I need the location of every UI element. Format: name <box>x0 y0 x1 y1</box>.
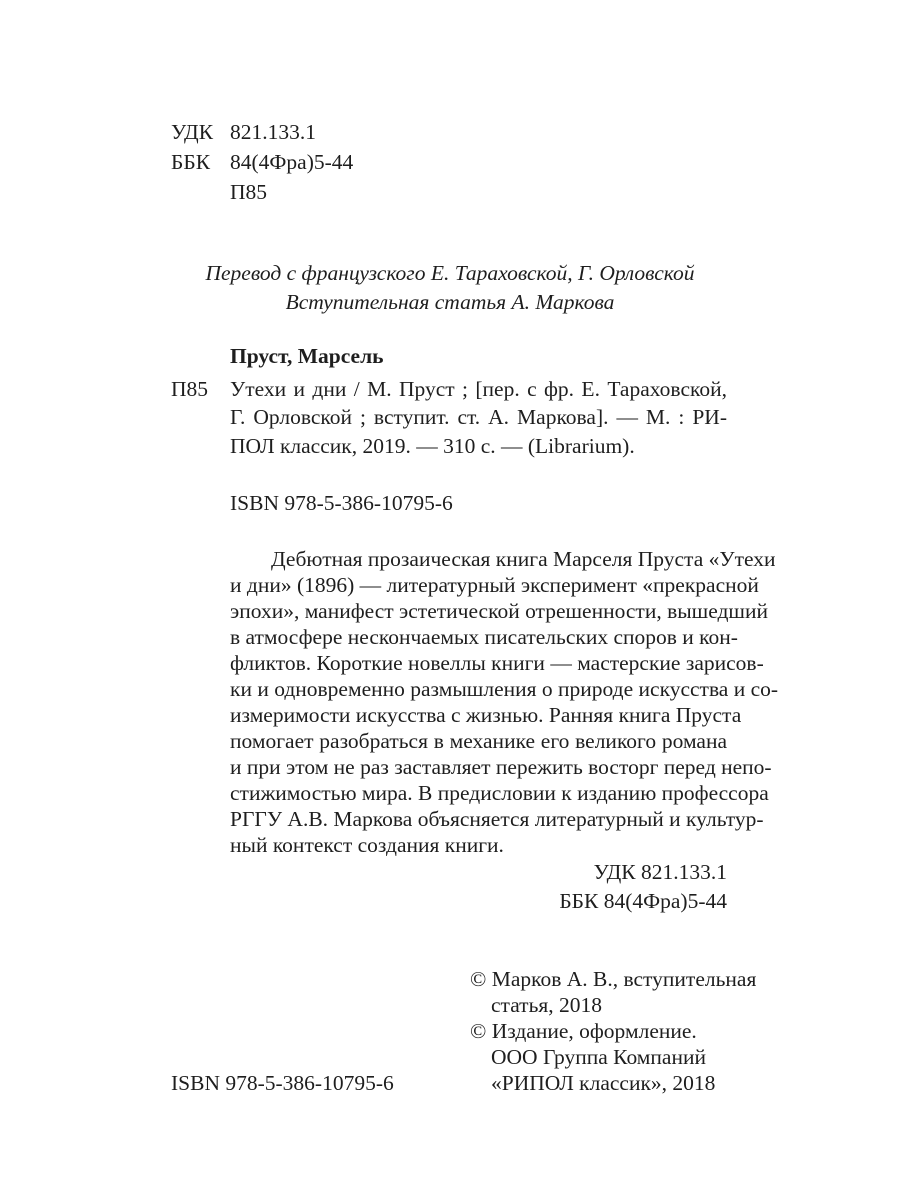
annotation-line: в атмосфере нескончаемых писательских споров и кон- <box>230 625 738 649</box>
translation-credit: Перевод с французского Е. Тараховской, Г. Орловской <box>205 261 695 285</box>
annotation-line: стижимостью мира. В предисловии к изданию профессора <box>230 781 769 805</box>
annotation-line: ки и одновременно размышления о природе искусства и со- <box>230 677 779 701</box>
annotation-line: эпохи», манифест эстетической отрешенности, вышедший <box>230 599 768 623</box>
udk-value: 821.133.1 <box>230 120 316 144</box>
annotation-udk: УДК 821.133.1 <box>593 860 727 884</box>
copyright-line: © Издание, оформление. <box>470 1019 697 1043</box>
annotation-line: РГГУ А.В. Маркова объясняется литературный и культур- <box>230 807 764 831</box>
bbk-label: ББК <box>171 150 211 174</box>
annotation-line: помогает разобраться в механике его великого романа <box>230 729 727 753</box>
copyright-line: © Марков А. В., вступительная <box>470 967 757 991</box>
record-line-3: ПОЛ классик, 2019. — 310 с. — (Librarium). <box>230 434 635 458</box>
udk-label: УДК <box>171 120 214 144</box>
author-heading: Пруст, Марсель <box>230 344 384 368</box>
annotation-line: и при этом не раз заставляет пережить восторг перед непо- <box>230 755 772 779</box>
copyright-line: ООО Группа Компаний <box>491 1045 706 1069</box>
copyright-line: «РИПОЛ классик», 2018 <box>491 1071 716 1095</box>
record-line-1: Утехи и дни / М. Пруст ; [пер. с фр. Е. Тараховской, <box>230 377 727 401</box>
bbk-value: 84(4Фра)5-44 <box>230 150 354 174</box>
copyright-line: статья, 2018 <box>491 993 603 1017</box>
introduction-credit: Вступительная статья А. Маркова <box>285 290 615 314</box>
record-isbn: ISBN 978-5-386-10795-6 <box>230 491 453 515</box>
annotation-line: Дебютная прозаическая книга Марселя Пруста «Утехи <box>271 547 776 571</box>
annotation-bbk: ББК 84(4Фра)5-44 <box>559 889 727 913</box>
annotation-line: фликтов. Короткие новеллы книги — мастерские зарисов- <box>230 651 764 675</box>
bottom-isbn: ISBN 978-5-386-10795-6 <box>171 1071 394 1095</box>
author-mark: П85 <box>230 180 268 204</box>
record-line-2: Г. Орловской ; вступит. ст. А. Маркова]. — М. : РИ- <box>230 405 727 429</box>
record-author-mark: П85 <box>171 377 209 401</box>
annotation-line: и дни» (1896) — литературный эксперимент «прекрасной <box>230 573 759 597</box>
annotation-line: измеримости искусства с жизнью. Ранняя книга Пруста <box>230 703 742 727</box>
annotation-line: ный контекст создания книги. <box>230 833 504 857</box>
